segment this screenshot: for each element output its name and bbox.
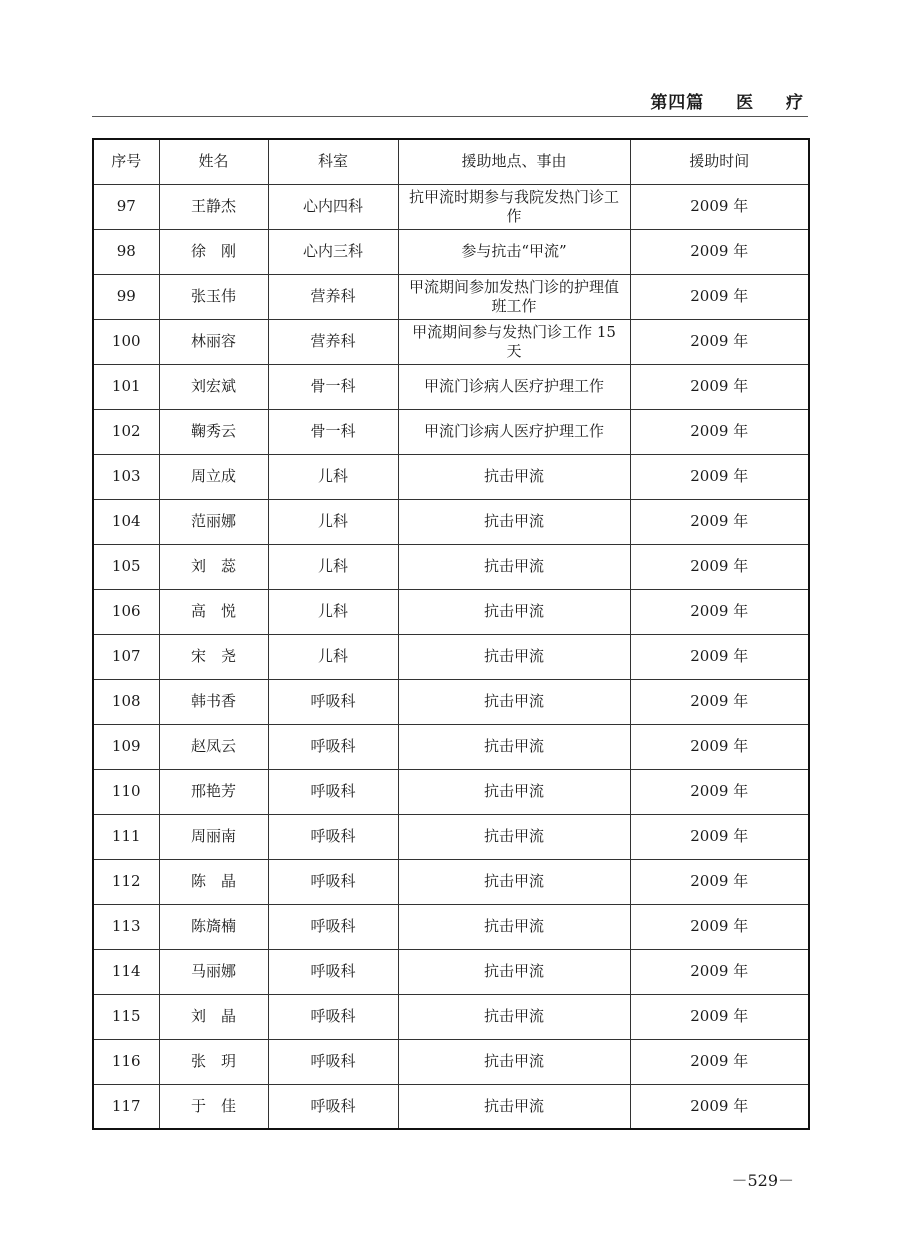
header-title-a: 医 [736,93,755,113]
cell-reason: 抗击甲流 [398,769,630,814]
cell-time: 2009 年 [630,949,809,994]
cell-reason: 甲流门诊病人医疗护理工作 [398,409,630,454]
cell-time: 2009 年 [630,994,809,1039]
table-row [93,994,809,1039]
cell-name: 于 佳 [159,1084,268,1129]
column-header-reason: 援助地点、事由 [398,139,630,184]
cell-department: 儿科 [268,544,398,589]
cell-reason: 抗击甲流 [398,994,630,1039]
cell-reason: 抗击甲流 [398,724,630,769]
table-row [93,904,809,949]
cell-index: 109 [93,724,159,769]
table-row [93,544,809,589]
cell-index: 102 [93,409,159,454]
cell-index: 114 [93,949,159,994]
cell-time: 2009 年 [630,679,809,724]
cell-index: 97 [93,184,159,229]
cell-department: 心内四科 [268,184,398,229]
cell-reason: 抗击甲流 [398,589,630,634]
cell-time: 2009 年 [630,1039,809,1084]
table-body [93,184,809,1129]
page-number: －529－ [731,1171,794,1190]
cell-name: 范丽娜 [159,499,268,544]
cell-department: 心内三科 [268,229,398,274]
cell-department: 儿科 [268,634,398,679]
cell-index: 116 [93,1039,159,1084]
cell-index: 100 [93,319,159,364]
cell-time: 2009 年 [630,454,809,499]
cell-index: 117 [93,1084,159,1129]
header-title-b: 疗 [786,93,804,113]
table-row [93,229,809,274]
cell-time: 2009 年 [630,769,809,814]
table-row [93,1039,809,1084]
cell-time: 2009 年 [630,184,809,229]
table-row [93,679,809,724]
cell-time: 2009 年 [630,724,809,769]
table-row [93,499,809,544]
cell-time: 2009 年 [630,634,809,679]
column-header-name: 姓名 [159,139,268,184]
cell-index: 106 [93,589,159,634]
cell-reason: 参与抗击“甲流” [398,229,630,274]
cell-reason: 抗击甲流 [398,1084,630,1129]
cell-index: 98 [93,229,159,274]
records-table [92,138,810,1130]
table-row [93,409,809,454]
cell-index: 103 [93,454,159,499]
cell-department: 呼吸科 [268,904,398,949]
cell-name: 林丽容 [159,319,268,364]
cell-index: 104 [93,499,159,544]
table-header-row [93,139,809,184]
cell-index: 115 [93,994,159,1039]
cell-department: 营养科 [268,319,398,364]
cell-department: 儿科 [268,499,398,544]
table-row [93,274,809,319]
cell-name: 韩书香 [159,679,268,724]
cell-reason: 抗击甲流 [398,904,630,949]
cell-name: 邢艳芳 [159,769,268,814]
cell-name: 周丽南 [159,814,268,859]
cell-department: 呼吸科 [268,994,398,1039]
cell-reason: 甲流期间参与发热门诊工作 15 天 [398,319,630,364]
cell-reason: 抗甲流时期参与我院发热门诊工作 [398,184,630,229]
cell-reason: 抗击甲流 [398,454,630,499]
cell-time: 2009 年 [630,229,809,274]
cell-name: 马丽娜 [159,949,268,994]
cell-reason: 抗击甲流 [398,544,630,589]
cell-department: 骨一科 [268,364,398,409]
cell-name: 陈旖楠 [159,904,268,949]
cell-time: 2009 年 [630,409,809,454]
cell-name: 鞠秀云 [159,409,268,454]
cell-time: 2009 年 [630,499,809,544]
cell-department: 呼吸科 [268,1084,398,1129]
cell-department: 呼吸科 [268,814,398,859]
cell-name: 张玉伟 [159,274,268,319]
cell-index: 112 [93,859,159,904]
table-row [93,1084,809,1129]
table-row [93,859,809,904]
cell-time: 2009 年 [630,274,809,319]
cell-reason: 抗击甲流 [398,679,630,724]
cell-time: 2009 年 [630,1084,809,1129]
table-row [93,814,809,859]
cell-name: 高 悦 [159,589,268,634]
cell-time: 2009 年 [630,364,809,409]
cell-time: 2009 年 [630,589,809,634]
table-row [93,589,809,634]
table-row [93,454,809,499]
cell-name: 张 玥 [159,1039,268,1084]
column-header-time: 援助时间 [630,139,809,184]
cell-department: 呼吸科 [268,679,398,724]
cell-name: 周立成 [159,454,268,499]
cell-index: 101 [93,364,159,409]
cell-name: 刘 蕊 [159,544,268,589]
cell-department: 呼吸科 [268,769,398,814]
header-rule [92,116,808,117]
cell-reason: 甲流门诊病人医疗护理工作 [398,364,630,409]
cell-reason: 抗击甲流 [398,634,630,679]
cell-name: 刘 晶 [159,994,268,1039]
cell-index: 110 [93,769,159,814]
cell-reason: 抗击甲流 [398,814,630,859]
cell-time: 2009 年 [630,814,809,859]
header-part: 第四篇 [650,93,705,113]
cell-department: 呼吸科 [268,859,398,904]
cell-department: 骨一科 [268,409,398,454]
cell-time: 2009 年 [630,859,809,904]
table-row [93,319,809,364]
cell-index: 113 [93,904,159,949]
cell-reason: 抗击甲流 [398,499,630,544]
cell-name: 王静杰 [159,184,268,229]
cell-reason: 抗击甲流 [398,859,630,904]
cell-department: 营养科 [268,274,398,319]
cell-reason: 抗击甲流 [398,1039,630,1084]
running-header [650,88,804,113]
table-row [93,364,809,409]
cell-time: 2009 年 [630,544,809,589]
cell-name: 宋 尧 [159,634,268,679]
cell-index: 111 [93,814,159,859]
cell-department: 呼吸科 [268,1039,398,1084]
cell-name: 徐 刚 [159,229,268,274]
table-row [93,184,809,229]
cell-department: 儿科 [268,589,398,634]
cell-name: 赵凤云 [159,724,268,769]
cell-department: 呼吸科 [268,949,398,994]
table-row [93,724,809,769]
cell-name: 陈 晶 [159,859,268,904]
cell-index: 105 [93,544,159,589]
table-row [93,634,809,679]
cell-index: 107 [93,634,159,679]
cell-index: 108 [93,679,159,724]
cell-time: 2009 年 [630,319,809,364]
cell-name: 刘宏斌 [159,364,268,409]
column-header-department: 科室 [268,139,398,184]
cell-department: 呼吸科 [268,724,398,769]
cell-time: 2009 年 [630,904,809,949]
cell-department: 儿科 [268,454,398,499]
cell-index: 99 [93,274,159,319]
table-row [93,769,809,814]
table-row [93,949,809,994]
column-header-index: 序号 [93,139,159,184]
cell-reason: 甲流期间参加发热门诊的护理值班工作 [398,274,630,319]
cell-reason: 抗击甲流 [398,949,630,994]
